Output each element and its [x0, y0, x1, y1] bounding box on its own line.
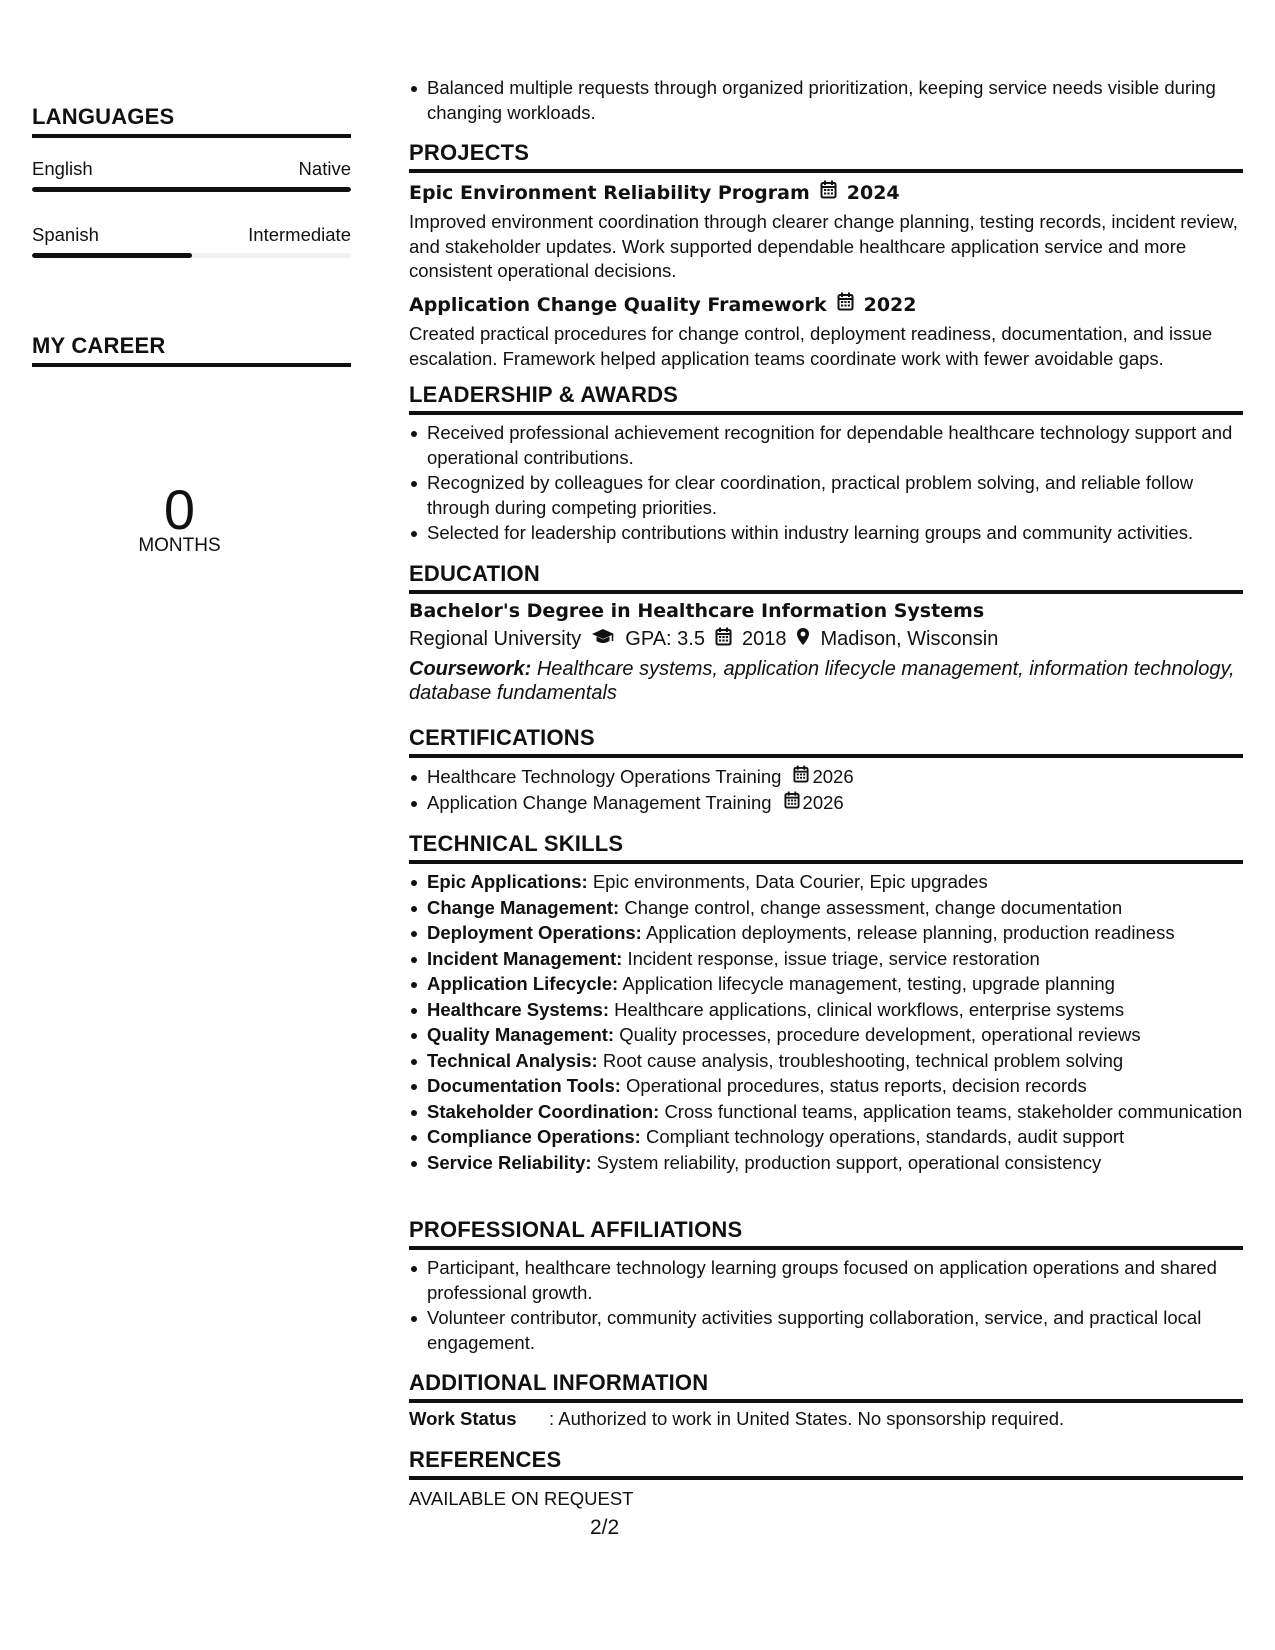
list-item [427, 1023, 1243, 1048]
calendar-icon [837, 292, 854, 317]
language-row-english [32, 158, 351, 180]
project-description: Improved environment coordination through clearer change planning, testing records, incident review, and stakeholder updates. Work supported dependable healthcare application service and more consistent operational decisions. [409, 211, 1238, 281]
skill-category: Incident Management: [427, 947, 623, 969]
list-item: Balanced multiple requests through organized prioritization, keeping service needs visible during changing workloads. [427, 76, 1243, 125]
education-item [409, 600, 1243, 705]
skill-category: Quality Management: [427, 1024, 615, 1045]
skill-category: Technical Analysis: [427, 1049, 598, 1071]
skill-category: Stakeholder Coordination: [427, 1100, 660, 1122]
skill-values: Healthcare applications, clinical workflows, enterprise systems [614, 998, 1125, 1020]
skill-category: Application Lifecycle: [427, 973, 619, 994]
list-item [427, 1125, 1243, 1150]
coursework [409, 657, 1243, 705]
skill-values: Incident response, issue triage, service restoration [627, 947, 1040, 969]
skill-values: Application deployments, release planning, production readiness [645, 922, 1175, 943]
leadership-list [409, 421, 1243, 546]
skills-list [409, 870, 1243, 1175]
coursework-text: Healthcare systems, application lifecycle management, information technology, database fundamentals [409, 658, 1235, 704]
skill-category: Service Reliability: [427, 1151, 592, 1173]
additional-info-heading: ADDITIONAL INFORMATION [409, 1370, 1243, 1403]
language-proficiency-bar [32, 187, 351, 192]
list-item [427, 896, 1243, 921]
skill-category: Healthcare Systems: [427, 998, 610, 1020]
list-item [427, 765, 1243, 790]
language-proficiency-fill [32, 253, 192, 258]
skill-category: Compliance Operations: [427, 1126, 641, 1147]
certification-name: Application Change Management Training [427, 791, 772, 813]
technical-skills-heading: TECHNICAL SKILLS [409, 831, 1243, 864]
project-item [409, 180, 1243, 284]
language-row-spanish [32, 224, 351, 246]
certification-name: Healthcare Technology Operations Training [427, 766, 782, 787]
project-title: Application Change Quality Framework [409, 293, 827, 316]
gpa: GPA: 3.5 [625, 628, 705, 650]
list-item [427, 791, 1243, 816]
project-item [409, 292, 1243, 371]
skill-category: Change Management: [427, 896, 620, 918]
language-name: Spanish [32, 224, 99, 245]
list-item [427, 870, 1243, 895]
skill-values: System reliability, production support, operational consistency [596, 1151, 1102, 1173]
language-proficiency-bar [32, 253, 351, 258]
list-item [427, 1151, 1243, 1176]
references-text: AVAILABLE ON REQUEST [409, 1488, 634, 1509]
list-item [427, 947, 1243, 972]
graduation-year: 2018 [741, 628, 787, 650]
career-months-value: 0 [163, 478, 196, 541]
project-description: Created practical procedures for change control, deployment readiness, documentation, and issue escalation. Framework helped application teams coordinate work with fewer avoidable gaps. [409, 323, 1213, 369]
work-status-value: : Authorized to work in United States. No sponsorship required. [549, 1408, 1065, 1429]
certification-year: 2026 [812, 766, 854, 787]
skill-values: Compliant technology operations, standards, audit support [645, 1126, 1125, 1147]
skill-category: Epic Applications: [427, 871, 588, 892]
page-number: 2/2 [590, 1516, 620, 1539]
affiliations-list [409, 1256, 1243, 1355]
school-name: Regional University [409, 628, 582, 650]
skill-values: Operational procedures, status reports, decision records [626, 1075, 1087, 1096]
list-item [427, 972, 1243, 997]
map-pin-icon [796, 627, 810, 652]
education-heading: EDUCATION [409, 561, 1243, 594]
skill-values: Root cause analysis, troubleshooting, technical problem solving [602, 1049, 1124, 1071]
skill-values: Application lifecycle management, testing, upgrade planning [622, 973, 1115, 994]
certifications-list [409, 765, 1243, 815]
experience-continuation [409, 76, 1243, 125]
languages-heading: LANGUAGES [32, 104, 351, 138]
skill-category: Documentation Tools: [427, 1075, 621, 1096]
project-title: Epic Environment Reliability Program [409, 181, 810, 204]
language-name: English [32, 158, 93, 179]
list-item [427, 998, 1243, 1023]
skill-values: Quality processes, procedure development, operational reviews [619, 1024, 1141, 1045]
skill-values: Epic environments, Data Courier, Epic upgrades [592, 871, 988, 892]
references-heading: REFERENCES [409, 1447, 1243, 1480]
projects-heading: PROJECTS [409, 140, 1243, 173]
work-status-label: Work Status [409, 1408, 517, 1429]
school-location: Madison, Wisconsin [820, 628, 999, 650]
calendar-icon [784, 791, 800, 816]
language-level: Intermediate [248, 224, 351, 245]
certifications-heading: CERTIFICATIONS [409, 725, 1243, 758]
affiliations-heading: PROFESSIONAL AFFILIATIONS [409, 1217, 1243, 1250]
coursework-label: Coursework: [409, 658, 532, 680]
leadership-heading: LEADERSHIP & AWARDS [409, 382, 1243, 415]
work-status-row [409, 1408, 1243, 1430]
list-item: Volunteer contributor, community activities supporting collaboration, service, and practical local engagement. [427, 1306, 1243, 1355]
skill-values: Cross functional teams, application teams, stakeholder communication [664, 1100, 1243, 1122]
list-item [427, 1074, 1243, 1099]
skill-category: Deployment Operations: [427, 922, 642, 943]
degree-title: Bachelor's Degree in Healthcare Information Systems [409, 600, 985, 622]
project-year: 2022 [863, 293, 917, 316]
list-item: Participant, healthcare technology learning groups focused on application operations and shared professional growth. [427, 1256, 1243, 1305]
list-item [427, 1100, 1243, 1125]
list-item [427, 921, 1243, 946]
list-item: Received professional achievement recognition for dependable healthcare technology support and operational contributions. [427, 421, 1243, 470]
calendar-icon [820, 180, 837, 205]
list-item [427, 1049, 1243, 1074]
calendar-icon [715, 627, 732, 652]
list-item: Recognized by colleagues for clear coordination, practical problem solving, and reliable follow through during competing priorities. [427, 471, 1243, 520]
certification-year: 2026 [802, 791, 844, 813]
calendar-icon [793, 765, 809, 790]
career-heading: MY CAREER [32, 333, 351, 367]
language-proficiency-fill [32, 187, 351, 192]
language-level: Native [298, 158, 351, 179]
career-months-unit: MONTHS [138, 535, 221, 556]
project-year: 2024 [846, 181, 900, 204]
list-item: Selected for leadership contributions within industry learning groups and community activities. [427, 521, 1243, 546]
graduation-cap-icon [591, 628, 615, 651]
skill-values: Change control, change assessment, change documentation [624, 896, 1123, 918]
